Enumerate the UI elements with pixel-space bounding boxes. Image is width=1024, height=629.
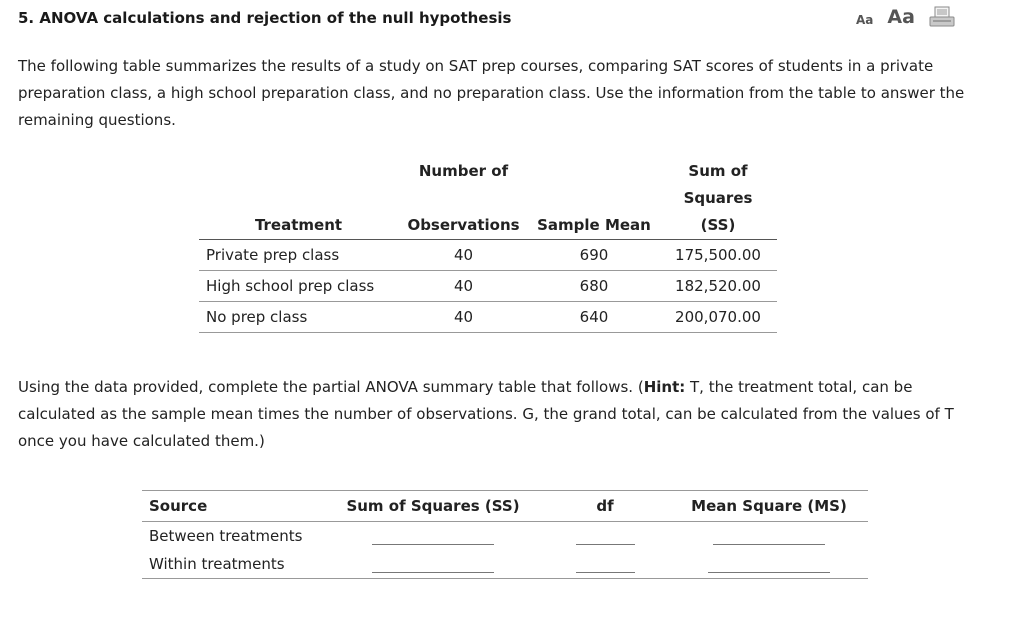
study-results-table [199, 158, 777, 333]
sample-mean-cell: 640 [529, 302, 659, 333]
within-ss-answer-field[interactable] [372, 558, 494, 573]
table-row [199, 240, 777, 271]
col-header-ss-line2: Squares (SS) [659, 185, 777, 240]
observations-cell: 40 [398, 302, 529, 333]
source-label: Between treatments [149, 527, 303, 545]
decrease-font-button[interactable]: Aa [856, 13, 874, 27]
anova-summary-table [142, 490, 868, 579]
page-title: 5. ANOVA calculations and rejection of the null hypothesis [18, 9, 512, 27]
treatment-cell: Private prep class [199, 240, 398, 271]
col-header-df: df [540, 491, 670, 522]
within-df-answer-field[interactable] [576, 558, 635, 573]
treatment-cell: No prep class [199, 302, 398, 333]
between-ms-answer-field[interactable] [713, 530, 825, 545]
intro-text: The following table summarizes the results of a study on SAT prep courses, comparing SAT scores of students in a private preparation class, a high school preparation class, and no preparation class. Use the information from the table to answer the remaining questions. [18, 57, 965, 129]
hint-label: Hint: [643, 378, 686, 396]
observations-cell: 40 [398, 240, 529, 271]
sample-mean-cell: 690 [529, 240, 659, 271]
col-header-sample-mean: Sample Mean [529, 185, 659, 240]
ss-cell: 182,520.00 [659, 271, 777, 302]
observations-cell: 40 [398, 271, 529, 302]
col-header-observations-line2: Observations [398, 185, 529, 240]
col-header-ss-line1: Sum of [688, 162, 748, 180]
col-header-mean-square: Mean Square (MS) [670, 491, 868, 522]
table-row [142, 522, 868, 551]
col-header-source: Source [142, 491, 326, 522]
between-ss-answer-field[interactable] [372, 530, 494, 545]
ss-cell: 200,070.00 [659, 302, 777, 333]
increase-font-button[interactable]: Aa [887, 6, 915, 28]
col-header-sum-of-squares: Sum of Squares (SS) [326, 491, 540, 522]
table-row [199, 302, 777, 333]
instructions-text [18, 374, 968, 455]
col-header-treatment: Treatment [199, 185, 398, 240]
treatment-cell: High school prep class [199, 271, 398, 302]
within-ms-answer-field[interactable] [708, 558, 830, 573]
instructions-after-hint: T, the treatment total, can be calculated as the sample mean times the number of observations. G, the grand total, can be calculated from the values of T once you have calculated them.) [18, 378, 954, 450]
col-header-observations-line1: Number of [418, 162, 509, 180]
between-df-answer-field[interactable] [576, 530, 635, 545]
instructions-before-hint: Using the data provided, complete the partial ANOVA summary table that follows. ( [18, 378, 644, 396]
table-row [199, 271, 777, 302]
toolbar [856, 6, 955, 28]
source-label: Within treatments [142, 550, 326, 579]
print-icon[interactable] [929, 6, 955, 28]
sample-mean-cell: 680 [529, 271, 659, 302]
ss-cell: 175,500.00 [659, 240, 777, 271]
table-row [142, 550, 868, 579]
